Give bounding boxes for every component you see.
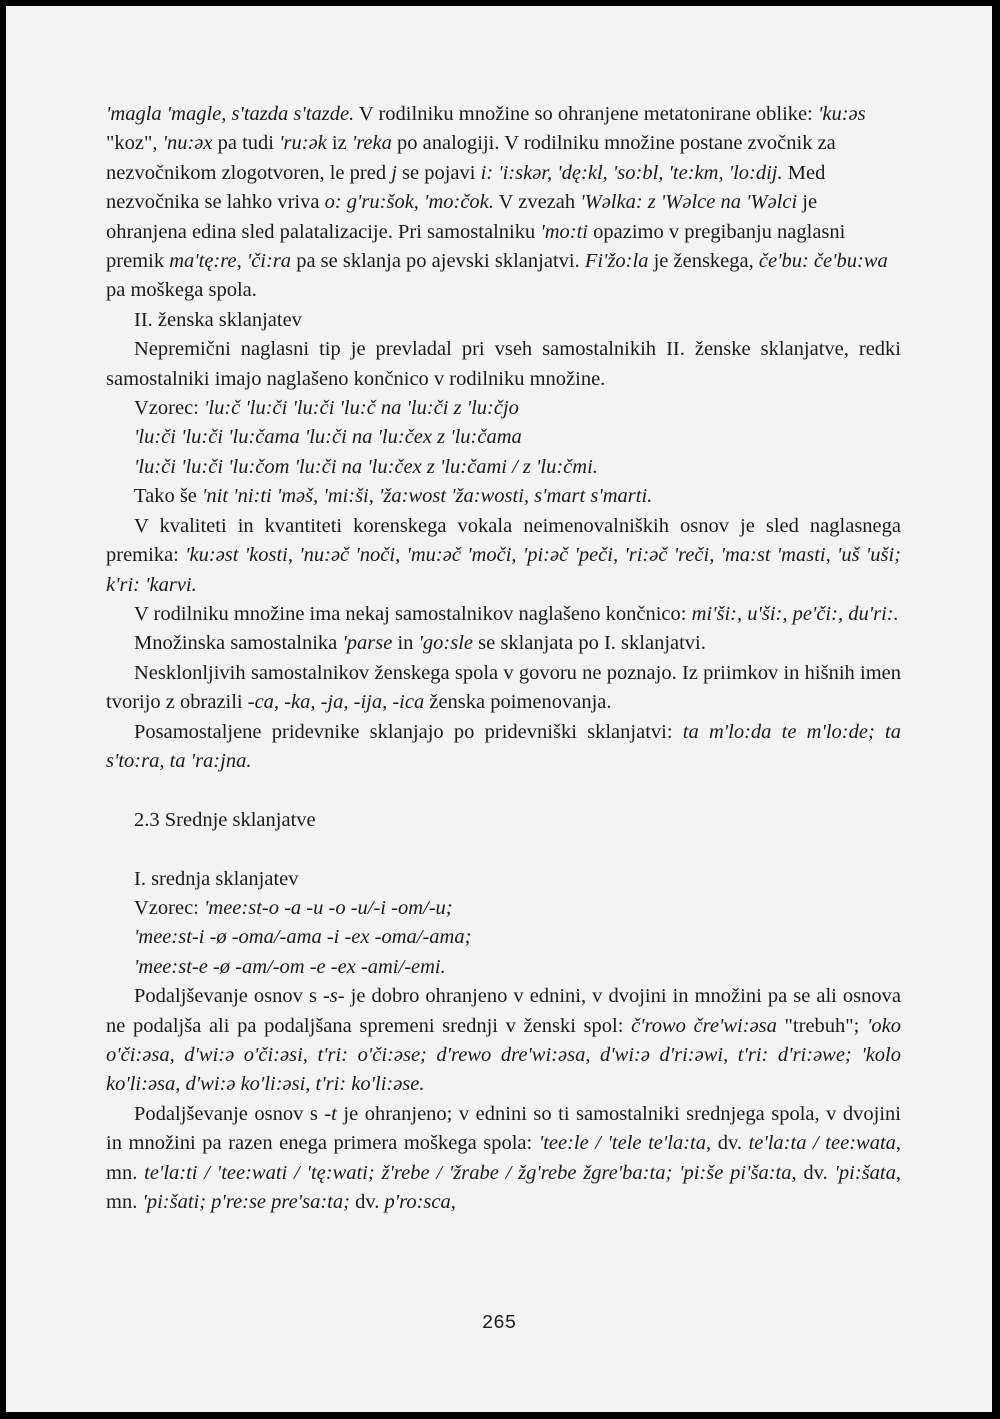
body-text: V kvaliteti in kvantiteti korenskega vokala neimenovalniških osnov je sled naglasnega premika: — [106, 514, 901, 567]
body-text: se pojavi — [396, 161, 481, 184]
body-text: pa moškega spola. — [106, 279, 257, 302]
italic-example-text: te'la:ti / 'tee:wati / 'tę:wati; ž'rebe / 'žrabe / žg'rebe žgre'ba:ta; 'pi:še pi'ša:ta, — [144, 1161, 797, 1184]
italic-example-text: 'mo:ti — [540, 220, 589, 243]
italic-example-text: -t — [324, 1102, 337, 1125]
italic-example-text: 'nu:əx — [162, 132, 213, 155]
italic-example-text: 'lu:či 'lu:či 'lu:čama 'lu:či na 'lu:čex z 'lu:čama — [134, 426, 522, 449]
paragraph — [106, 335, 901, 394]
italic-example-text: 'mee:st-i -ø -oma/-ama -i -ex -oma/-ama; — [134, 926, 472, 949]
paragraph — [106, 306, 901, 335]
italic-example-text: 'pi:šati; p're:se pre'sa:ta; — [142, 1191, 350, 1213]
body-text: Nepremični naglasni tip je prevladal pri vseh samostalnikih II. ženske sklanjatve, redki samostalniki imajo naglašeno končnico v rodilniku množine. — [106, 338, 901, 390]
body-text: po analogiji. V rodilniku množine postane zvočnik za nezvočnikom zlogotvoren, le pred — [106, 132, 836, 184]
body-text: je ženskega, — [648, 250, 759, 273]
body-text: Vzorec: — [134, 397, 204, 420]
body-text: Posamostaljene pridevnike sklanjajo po pridevniški sklanjatvi: — [134, 720, 683, 743]
paragraph — [106, 100, 901, 306]
body-text: je ohranjeno; v ednini so ti samostalniki srednjega spola, v dvojini in množini pa razen enega primera moškega spola: — [106, 1102, 901, 1155]
italic-example-text: o: g'ru:šok, 'mo:čok. — [324, 191, 494, 214]
italic-example-text: če'bu: če'bu:wa — [758, 250, 888, 273]
page-body-text — [106, 100, 901, 1217]
body-text: iz — [326, 132, 352, 155]
paragraph — [106, 482, 901, 511]
italic-example-text: 'go:sle — [418, 632, 474, 655]
italic-example-text: 'ku:əs — [817, 103, 866, 125]
italic-example-text: ta m'lo:da te m'lo:de; ta s'to:ra, ta 'ra:jna. — [106, 720, 901, 772]
paragraph — [106, 865, 901, 894]
italic-example-text: i: 'i:skər, 'dę:kl, 'so:bl, 'te:km, 'lo:dij. — [480, 161, 783, 184]
body-text: pa tudi — [212, 132, 280, 155]
body-text: dv. — [349, 1191, 385, 1213]
italic-example-text: 'tee:le / 'tele te'la:ta, — [538, 1132, 712, 1155]
body-text: Med nezvočnika se lahko vriva — [106, 161, 826, 214]
italic-example-text: 'pi:šata, — [834, 1161, 901, 1184]
italic-example-text: č'rowo čre'wi:əsa — [631, 1014, 777, 1037]
italic-example-text: 'nit 'ni:ti 'məš, 'mi:ši, 'ža:wost 'ža:wosti, s'mart s'marti. — [202, 485, 653, 508]
body-text: dv. — [796, 1161, 835, 1184]
paragraph — [106, 953, 901, 982]
italic-example-text: te'la:ta / tee:wata, — [748, 1132, 902, 1155]
body-text: dv. — [711, 1132, 749, 1155]
paragraph — [106, 923, 901, 952]
body-text: pa se sklanja po ajevski sklanjatvi. — [291, 250, 585, 273]
italic-example-text: p'ro:sca, — [384, 1191, 456, 1213]
italic-example-text: 'lu:č 'lu:či 'lu:či 'lu:č na 'lu:či z 'lu:čjo — [204, 397, 519, 420]
body-text: "koz", — [106, 132, 163, 155]
body-text: "trebuh"; — [776, 1014, 868, 1037]
italic-example-text: 'oko o'či:əsa, d'wi:ə o'či:əsi, t'ri: o'či:əse; d'rewo dre'wi:əsa, d'wi:ə d'ri:əwi, t'ri: d'ri:əwe; 'kolo ko'li:əsa, d'wi:ə ko'li:əsi, t'ri: ko'li:əse. — [106, 1014, 901, 1096]
italic-example-text: 'Wəlka: z 'Wəlce na 'Wəlci — [580, 191, 798, 214]
paragraph — [106, 423, 901, 452]
body-text: V zvezah — [493, 191, 581, 214]
paragraph — [106, 894, 901, 923]
body-text: Tako še — [134, 485, 203, 508]
italic-example-text: -ca, -ka, -ja, -ija, -ica — [247, 691, 425, 714]
page-number: 265 — [481, 1312, 517, 1334]
paragraph — [106, 512, 901, 600]
body-text: ženska poimenovanja. — [424, 691, 612, 714]
paragraph — [106, 718, 901, 777]
body-text: je ohranjena edina sled palatalizacije. Pri samostalniku — [106, 191, 818, 243]
paragraph — [106, 806, 901, 835]
body-text: Podaljševanje osnov s — [134, 985, 323, 1008]
body-text: Nesklonljivih samostalnikov ženskega spola v govoru ne poznajo. Iz priimkov in hišnih imen tvorijo z obrazili — [106, 661, 901, 714]
paragraph — [106, 982, 901, 1100]
body-text: mn. — [106, 1161, 145, 1184]
italic-example-text: 'parse — [342, 632, 393, 655]
body-text: Podaljševanje osnov s — [134, 1102, 325, 1125]
italic-example-text: -s- — [322, 985, 345, 1008]
body-text: mn. — [106, 1191, 143, 1213]
body-text: Množinska samostalnika — [134, 632, 343, 655]
paragraph — [106, 659, 901, 718]
body-text: je dobro ohranjeno v ednini, v dvojini in množini pa se ali osnova ne podaljša ali pa podaljšana spremeni srednji v ženski spol: — [106, 985, 901, 1037]
body-text: 2.3 Srednje sklanjatve — [134, 808, 316, 831]
paragraph — [106, 1100, 901, 1218]
italic-example-text: 'mee:st-o -a -u -o -u/-i -om/-u; — [204, 896, 453, 919]
paragraph — [106, 453, 901, 482]
italic-example-text: 'ku:əst 'kosti, 'nu:əč 'noči, 'mu:əč 'moči, 'pi:əč 'peči, 'ri:əč 'reči, 'ma:st 'masti, 'uš 'uši; k'ri: 'karvi. — [106, 544, 901, 596]
body-text: se sklanjata po I. sklanjatvi. — [473, 632, 706, 655]
body-text: I. srednja sklanjatev — [134, 867, 299, 890]
paragraph — [106, 600, 901, 629]
body-text: opazimo v pregibanju naglasni premik — [106, 220, 846, 273]
italic-example-text: ma'tę:re, 'či:ra — [169, 250, 292, 273]
italic-example-text: Fi'žo:la — [584, 250, 649, 273]
italic-example-text: 'lu:či 'lu:či 'lu:čom 'lu:či na 'lu:čex z 'lu:čami / z 'lu:čmi. — [134, 455, 598, 478]
body-text: V rodilniku množine so ohranjene metatonirane oblike: — [354, 103, 818, 125]
body-text: II. ženska sklanjatev — [134, 308, 302, 331]
paragraph — [106, 394, 901, 423]
document-page — [6, 6, 992, 1412]
body-text: in — [392, 632, 419, 655]
italic-example-text: 'mee:st-e -ø -am/-om -e -ex -ami/-emi. — [134, 955, 446, 978]
italic-example-text: j — [391, 161, 397, 184]
italic-example-text: mi'ši:, u'ši:, pe'či:, du'ri:. — [691, 602, 899, 625]
italic-example-text: 'magla 'magle, s'tazda s'tazde. — [106, 103, 355, 125]
body-text: Vzorec: — [134, 896, 204, 919]
italic-example-text: 'reka — [351, 132, 392, 155]
paragraph — [106, 629, 901, 658]
italic-example-text: 'ru:ək — [279, 132, 327, 155]
body-text: V rodilniku množine ima nekaj samostalnikov naglašeno končnico: — [134, 602, 692, 625]
